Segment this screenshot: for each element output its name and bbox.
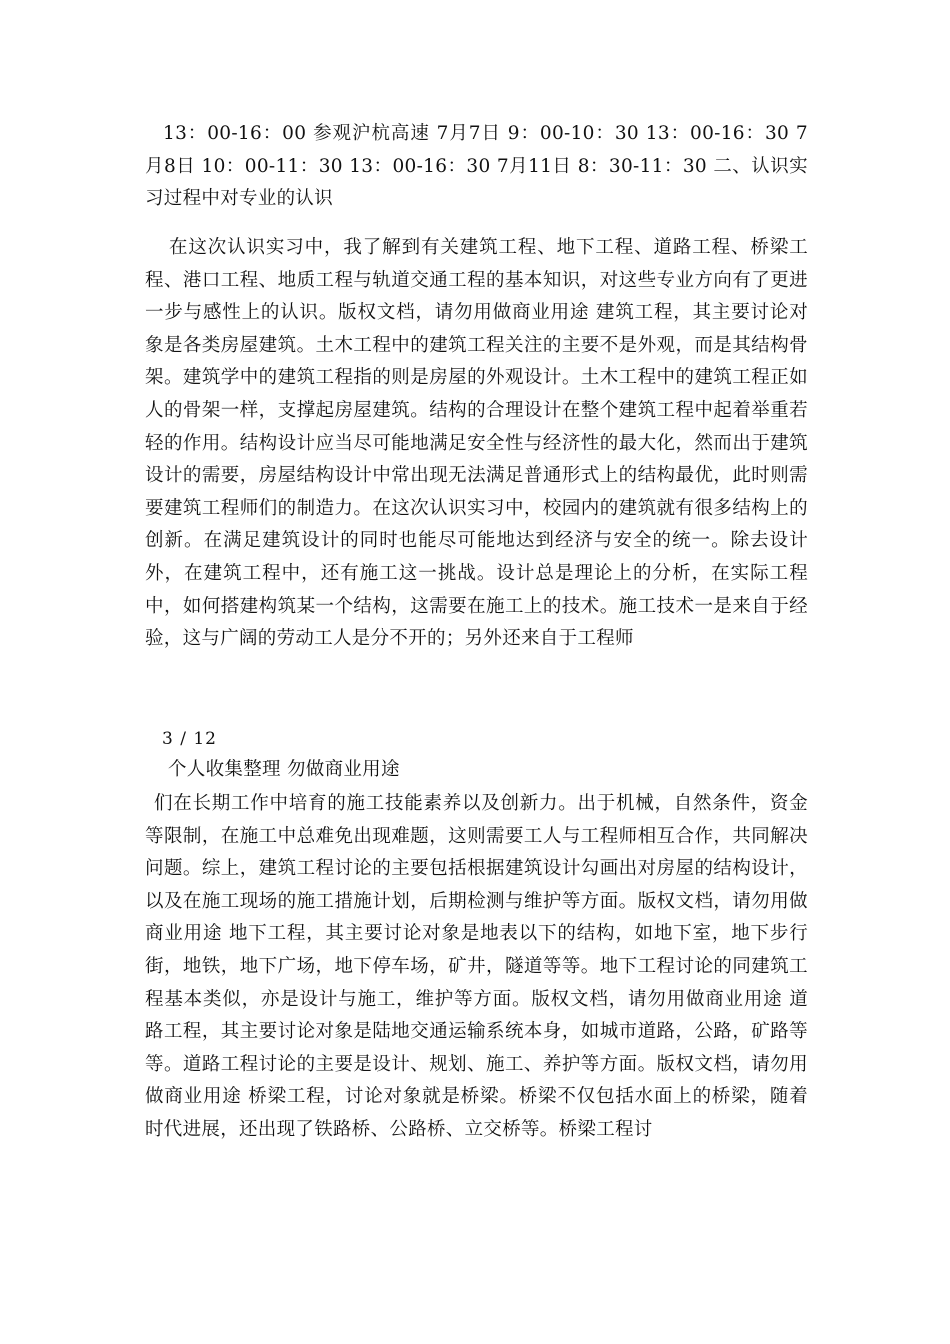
watermark-text: 个人收集整理 勿做商业用途 (168, 759, 400, 780)
body-paragraph-1: 在这次认识实习中，我了解到有关建筑工程、地下工程、道路工程、桥梁工程、港口工程、地质工程与轨道交通工程的基本知识，对这些专业方向有了更进一步与感性上的认识。版权文档，请勿用做商业用途 建筑工程，其主要讨论对象是各类房屋建筑。土木工程中的建筑工程关注的主要不是外观，而是其结构骨架。建筑学中的建筑工程指的则是房屋的外观设计。土木工程中的建筑工程正如人的骨架一样，支撑起房屋建筑。结构的合理设计在整个建筑工程中起着举重若轻的作用。结构设计应当尽可能地满足安全性与经济性的最大化，然而出于建筑设计的需要，房屋结构设计中常出现无法满足普通形式上的结构最优，此时则需要建筑工程师们的制造力。在这次认识实习中，校园内的建筑就有很多结构上的创新。在满足建筑设计的同时也能尽可能地达到经济与安全的统一。除去设计外，在建筑工程中，还有施工这一挑战。设计总是理论上的分析，在实际工程中，如何搭建构筑某一个结构，这需要在施工上的技术。施工技术一是来自于经验，这与广阔的劳动工人是分不开的；另外还来自于工程师 (145, 237, 808, 650)
page-number: 3 / 12 (162, 729, 217, 749)
body-paragraph-2: 们在长期工作中培育的施工技能素养以及创新力。出于机械，自然条件，资金等限制，在施工中总难免出现难题，这则需要工人与工程师相互合作，共同解决问题。综上，建筑工程讨论的主要包括根据建筑设计勾画出对房屋的结构设计，以及在施工现场的施工措施计划，后期检测与维护等方面。版权文档，请勿用做商业用途 地下工程，其主要讨论对象是地表以下的结构，如地下室，地下步行街，地铁，地下广场，地下停车场，矿井，隧道等等。地下工程讨论的同建筑工程基本类似，亦是设计与施工，维护等方面。版权文档，请勿用做商业用途 道路工程，其主要讨论对象是陆地交通运输系统本身，如城市道路，公路，矿路等等。道路工程讨论的主要是设计、规划、施工、养护等方面。版权文档，请勿用做商业用途 桥梁工程，讨论对象就是桥梁。桥梁不仅包括水面上的桥梁，随着时代进展，还出现了铁路桥、公路桥、立交桥等。桥梁工程讨 (145, 793, 808, 1140)
schedule-paragraph: 13：00-16：00 参观沪杭高速 7月7日 9：00-10：30 13：00-16：30 7月8日 10：00-11：30 13：00-16：30 7月11日 8：30-11：30 二、认识实习过程中对专业的认识 (145, 123, 808, 210)
